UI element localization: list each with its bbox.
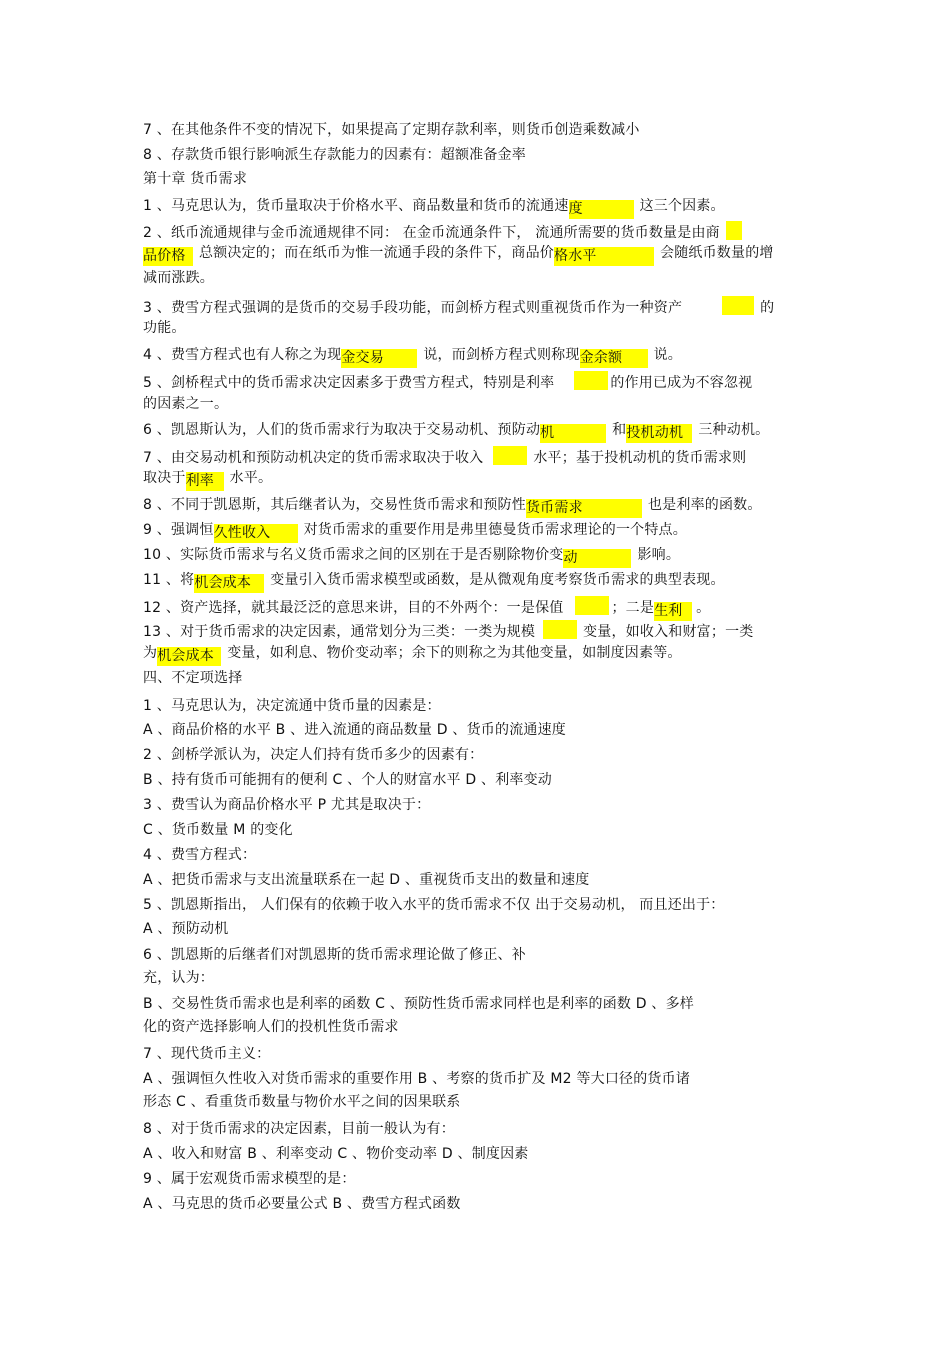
answer-highlight: 金交易 (341, 349, 417, 368)
fill-blank-question: 12 、资产选择，就其最泛泛的意思来讲，目的不外两个：一是保值 ；二是生利 。 (143, 596, 710, 621)
question-line: 7 、现代货币主义： (143, 1046, 271, 1062)
answer-options: B 、交易性货币需求也是利率的函数 C 、预防性货币需求同样也是利率的函数 D 、多样 (143, 996, 695, 1012)
question-line: 9 、属于宏观货币需求模型的是： (143, 1171, 356, 1187)
answer-highlight: 机会成本 (157, 647, 221, 666)
text-line: 7 、在其他条件不变的情况下，如果提高了定期存款利率，则货币创造乘数减小 (143, 122, 640, 138)
answer-options: 形态 C 、看重货币数量与物价水平之间的因果联系 (143, 1094, 461, 1110)
text-line: 的因素之一。 (143, 396, 229, 412)
answer-options: 化的资产选择影响人们的投机性货币需求 (143, 1019, 399, 1035)
fill-blank-question: 7 、由交易动机和预防动机决定的货币需求取决于收入 水平；基于投机动机的货币需求则 (143, 446, 746, 467)
question-line: 3 、费雪认为商品价格水平 P 尤其是取决于： (143, 797, 431, 813)
fill-blank-question: 11 、将机会成本 变量引入货币需求模型或函数，是从微观角度考察货币需求的典型表现。 (143, 572, 725, 591)
answer-highlight: 久性收入 (214, 524, 298, 543)
answer-highlight (543, 620, 577, 639)
answer-highlight: 品价格 (143, 247, 193, 266)
fill-blank-question: 5 、剑桥程式中的货币需求决定因素多于费雪方程式，特别是利率 的作用已成为不容忽视 (143, 371, 752, 392)
answer-highlight: 度 (569, 200, 634, 219)
fill-blank-question: 6 、凯恩斯认为，人们的货币需求行为取决于交易动机、预防动机 和投机动机 三种动机。 (143, 422, 770, 441)
answer-highlight: 动 (563, 549, 631, 568)
answer-options: A 、马克思的货币必要量公式 B 、费雪方程式函数 (143, 1196, 461, 1212)
chapter-heading: 第十章 货币需求 (143, 171, 248, 187)
answer-highlight (493, 446, 527, 465)
answer-options: A 、收入和财富 B 、利率变动 C 、物价变动率 D 、制度因素 (143, 1146, 529, 1162)
answer-highlight: 货币需求 (526, 499, 642, 518)
answer-options: A 、把货币需求与支出流量联系在一起 D 、重视货币支出的数量和速度 (143, 872, 590, 888)
answer-highlight: 机会成本 (194, 574, 264, 593)
question-line: 8 、对于货币需求的决定因素，目前一般认为有： (143, 1121, 455, 1137)
question-line: 5 、凯恩斯指出， 人们保有的依赖于收入水平的货币需求不仅 出于交易动机， 而且还出于： (143, 897, 725, 913)
answer-highlight (574, 371, 608, 390)
answer-highlight: 利率 (186, 472, 224, 491)
answer-highlight: 生利 (654, 602, 692, 621)
fill-blank-question: 13 、对于货币需求的决定因素，通常划分为三类：一类为规模 变量，如收入和财富；一类 (143, 620, 753, 641)
answer-highlight: 金余额 (580, 349, 648, 368)
question-line: 6 、凯恩斯的后继者们对凯恩斯的货币需求理论做了修正、补 (143, 947, 526, 963)
answer-highlight: 格水平 (554, 247, 654, 266)
text-line: 功能。 (143, 320, 186, 336)
question-line: 2 、剑桥学派认为，决定人们持有货币多少的因素有： (143, 747, 484, 763)
fill-blank-question: 取决于利率 水平。 (143, 470, 273, 489)
question-line: 4 、费雪方程式： (143, 847, 257, 863)
text-line: 8 、存款货币银行影响派生存款能力的因素有：超额准备金率 (143, 147, 526, 163)
fill-blank-question: 品价格 总额决定的；而在纸币为惟一流通手段的条件下，商品价格水平 会随纸币数量的增 (143, 245, 774, 264)
section-heading: 四、不定项选择 (143, 670, 243, 686)
fill-blank-question: 10 、实际货币需求与名义货币需求之间的区别在于是否剔除物价变动 影响。 (143, 547, 681, 566)
text-line: 减而涨跌。 (143, 270, 214, 286)
answer-options: A 、预防动机 (143, 921, 229, 937)
fill-blank-question: 2 、纸币流通规律与金币流通规律不同： 在金币流通条件下， 流通所需要的货币数量是由商 (143, 221, 742, 242)
answer-options: C 、货币数量 M 的变化 (143, 822, 293, 838)
fill-blank-question: 8 、不同于凯恩斯，其后继者认为，交易性货币需求和预防性货币需求 也是利率的函数。 (143, 497, 762, 516)
answer-highlight: 投机动机 (626, 424, 692, 443)
fill-blank-question: 3 、费雪方程式强调的是货币的交易手段功能，而剑桥方程式则重视货币作为一种资产 的 (143, 296, 774, 317)
answer-highlight (722, 296, 754, 315)
fill-blank-question: 4 、费雪方程式也有人称之为现金交易 说，而剑桥方程式则称现金余额 说。 (143, 347, 682, 366)
question-line: 充，认为： (143, 970, 214, 986)
answer-highlight: 机 (540, 424, 606, 443)
question-line: 1 、马克思认为，决定流通中货币量的因素是： (143, 698, 441, 714)
fill-blank-question: 1 、马克思认为，货币量取决于价格水平、商品数量和货币的流通速度 这三个因素。 (143, 198, 725, 217)
answer-options: B 、持有货币可能拥有的便利 C 、个人的财富水平 D 、利率变动 (143, 772, 553, 788)
fill-blank-question: 9 、强调恒久性收入 对货币需求的重要作用是弗里德曼货币需求理论的一个特点。 (143, 522, 687, 541)
answer-highlight (575, 596, 609, 615)
answer-options: A 、商品价格的水平 B 、进入流通的商品数量 D 、货币的流通速度 (143, 722, 567, 738)
answer-highlight (726, 221, 742, 240)
fill-blank-question: 为机会成本 变量，如利息、物价变动率；余下的则称之为其他变量，如制度因素等。 (143, 645, 682, 664)
answer-options: A 、强调恒久性收入对货币需求的重要作用 B 、考察的货币扩及 M2 等大口径的货币诸 (143, 1071, 691, 1087)
